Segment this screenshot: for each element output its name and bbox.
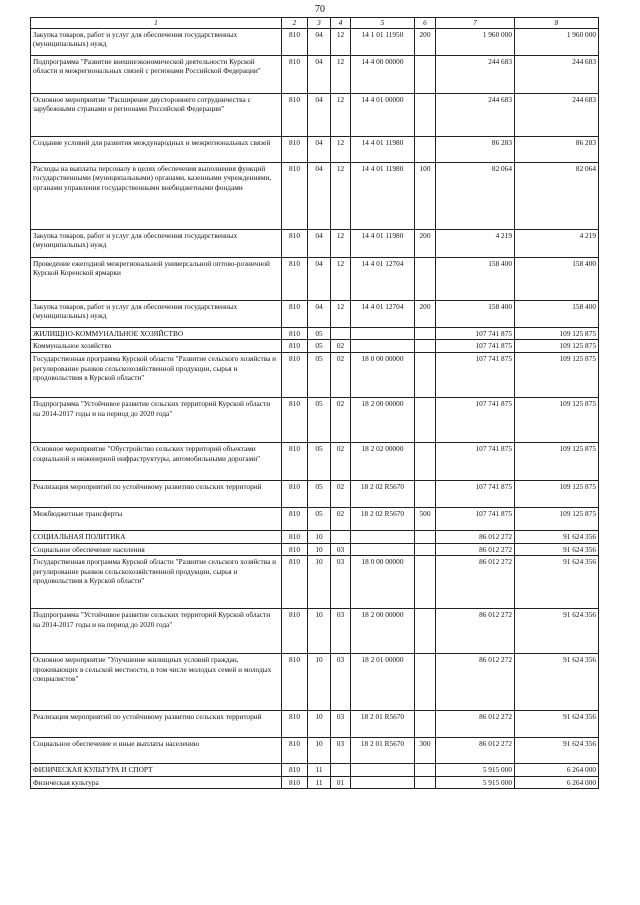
subsection-code-cell: 12	[331, 229, 351, 257]
target-article-cell: 14 4 01 12704	[351, 300, 415, 327]
amount-year-1-cell: 86 012 272	[436, 654, 515, 711]
subsection-code-cell: 12	[331, 28, 351, 55]
row-name-cell: Подпрограмма "Развитие внешнеэкономической деятельности Курской области и межрегиональных связей с регионами Российской Федерации"	[31, 55, 282, 93]
section-code-cell: 04	[308, 93, 331, 136]
section-code-cell: 05	[308, 480, 331, 507]
section-code-cell: 05	[308, 507, 331, 530]
target-article-cell: 14 4 01 00000	[351, 93, 415, 136]
ministry-code-cell: 810	[282, 327, 308, 340]
row-name-cell: Физическая культура	[31, 776, 282, 789]
column-header: 3	[308, 18, 331, 29]
amount-year-2-cell: 109 125 875	[515, 327, 599, 340]
amount-year-1-cell: 107 741 875	[436, 397, 515, 442]
amount-year-1-cell: 1 960 000	[436, 28, 515, 55]
section-code-cell: 04	[308, 162, 331, 229]
amount-year-1-cell: 86 283	[436, 136, 515, 162]
target-article-cell	[351, 340, 415, 353]
section-code-cell: 11	[308, 776, 331, 789]
expense-type-cell: 300	[415, 738, 436, 764]
expense-type-cell	[415, 556, 436, 609]
target-article-cell	[351, 764, 415, 777]
target-article-cell: 18 2 01 R5670	[351, 738, 415, 764]
table-row	[31, 442, 599, 480]
ministry-code-cell: 810	[282, 442, 308, 480]
table-row	[31, 257, 599, 300]
amount-year-1-cell: 107 741 875	[436, 480, 515, 507]
table-row	[31, 543, 599, 556]
amount-year-2-cell: 109 125 875	[515, 397, 599, 442]
row-name-cell: Закупка товаров, работ и услуг для обеспечения государственных (муниципальных) нужд	[31, 300, 282, 327]
table-row	[31, 530, 599, 543]
amount-year-1-cell: 5 915 000	[436, 776, 515, 789]
subsection-code-cell: 12	[331, 93, 351, 136]
target-article-cell: 18 0 00 00000	[351, 556, 415, 609]
row-name-cell: Основное мероприятие "Обустройство сельских территорий объектами социальной и инженерной инфраструктуры, автомобильными дорогами"	[31, 442, 282, 480]
amount-year-1-cell: 5 915 000	[436, 764, 515, 777]
subsection-code-cell: 02	[331, 340, 351, 353]
section-code-cell: 05	[308, 442, 331, 480]
amount-year-2-cell: 109 125 875	[515, 507, 599, 530]
amount-year-2-cell: 91 624 356	[515, 609, 599, 654]
target-article-cell: 14 4 01 12704	[351, 257, 415, 300]
amount-year-1-cell: 158 400	[436, 257, 515, 300]
expense-type-cell	[415, 442, 436, 480]
amount-year-1-cell: 158 400	[436, 300, 515, 327]
subsection-code-cell: 02	[331, 442, 351, 480]
target-article-cell	[351, 776, 415, 789]
subsection-code-cell: 02	[331, 507, 351, 530]
table-row	[31, 136, 599, 162]
ministry-code-cell: 810	[282, 55, 308, 93]
amount-year-2-cell: 4 219	[515, 229, 599, 257]
column-header: 1	[31, 18, 282, 29]
ministry-code-cell: 810	[282, 229, 308, 257]
target-article-cell: 18 0 00 00000	[351, 352, 415, 397]
row-name-cell: Основное мероприятие "Расширение двустороннего сотрудничества с зарубежными странами и регионами Российской Федерации"	[31, 93, 282, 136]
table-row	[31, 556, 599, 609]
ministry-code-cell: 810	[282, 776, 308, 789]
table-row	[31, 738, 599, 764]
section-code-cell: 04	[308, 300, 331, 327]
column-header: 7	[436, 18, 515, 29]
row-name-cell: Социальное обеспечение и иные выплаты населению	[31, 738, 282, 764]
ministry-code-cell: 810	[282, 738, 308, 764]
section-code-cell: 10	[308, 543, 331, 556]
expense-type-cell: 500	[415, 507, 436, 530]
column-header: 6	[415, 18, 436, 29]
section-code-cell: 05	[308, 340, 331, 353]
amount-year-1-cell: 86 012 272	[436, 711, 515, 738]
row-name-cell: Расходы на выплаты персоналу в целях обеспечения выполнения функций государственными (муниципальными) органами, казенными учреждениями, органами управления государственными внебюджетными фондами	[31, 162, 282, 229]
expense-type-cell	[415, 776, 436, 789]
section-code-cell: 05	[308, 397, 331, 442]
amount-year-2-cell: 91 624 356	[515, 738, 599, 764]
amount-year-1-cell: 82 064	[436, 162, 515, 229]
amount-year-2-cell: 158 400	[515, 257, 599, 300]
ministry-code-cell: 810	[282, 480, 308, 507]
amount-year-2-cell: 91 624 356	[515, 530, 599, 543]
ministry-code-cell: 810	[282, 556, 308, 609]
amount-year-1-cell: 4 219	[436, 229, 515, 257]
ministry-code-cell: 810	[282, 162, 308, 229]
table-row	[31, 397, 599, 442]
section-code-cell: 10	[308, 609, 331, 654]
subsection-code-cell: 03	[331, 543, 351, 556]
section-code-cell: 10	[308, 711, 331, 738]
target-article-cell: 18 2 01 00000	[351, 654, 415, 711]
amount-year-2-cell: 109 125 875	[515, 340, 599, 353]
budget-table	[30, 17, 599, 789]
ministry-code-cell: 810	[282, 257, 308, 300]
table-row	[31, 352, 599, 397]
ministry-code-cell: 810	[282, 711, 308, 738]
table-row	[31, 507, 599, 530]
amount-year-2-cell: 91 624 356	[515, 556, 599, 609]
row-name-cell: Межбюджетные трансферты	[31, 507, 282, 530]
target-article-cell: 18 2 02 R5670	[351, 507, 415, 530]
target-article-cell: 14 4 01 11980	[351, 229, 415, 257]
expense-type-cell	[415, 340, 436, 353]
amount-year-2-cell: 109 125 875	[515, 352, 599, 397]
subsection-code-cell: 03	[331, 609, 351, 654]
row-name-cell: Государственная программа Курской области "Развитие сельского хозяйства и регулирование рынков сельскохозяйственной продукции, сырья и продовольствия в Курской области"	[31, 352, 282, 397]
section-code-cell: 04	[308, 136, 331, 162]
table-row	[31, 609, 599, 654]
subsection-code-cell: 02	[331, 397, 351, 442]
ministry-code-cell: 810	[282, 764, 308, 777]
row-name-cell: Коммунальное хозяйство	[31, 340, 282, 353]
amount-year-1-cell: 107 741 875	[436, 507, 515, 530]
table-row	[31, 654, 599, 711]
target-article-cell: 18 2 02 00000	[351, 442, 415, 480]
expense-type-cell	[415, 530, 436, 543]
expense-type-cell	[415, 711, 436, 738]
ministry-code-cell: 810	[282, 352, 308, 397]
table-row	[31, 28, 599, 55]
ministry-code-cell: 810	[282, 654, 308, 711]
table-row	[31, 55, 599, 93]
table-row	[31, 711, 599, 738]
table-row	[31, 340, 599, 353]
subsection-code-cell: 12	[331, 162, 351, 229]
amount-year-1-cell: 86 012 272	[436, 556, 515, 609]
ministry-code-cell: 810	[282, 300, 308, 327]
expense-type-cell	[415, 764, 436, 777]
amount-year-2-cell: 158 400	[515, 300, 599, 327]
expense-type-cell	[415, 327, 436, 340]
amount-year-2-cell: 109 125 875	[515, 442, 599, 480]
subsection-code-cell: 12	[331, 257, 351, 300]
ministry-code-cell: 810	[282, 530, 308, 543]
section-code-cell: 10	[308, 738, 331, 764]
column-header: 8	[515, 18, 599, 29]
table-row	[31, 327, 599, 340]
amount-year-1-cell: 107 741 875	[436, 340, 515, 353]
row-name-cell: СОЦИАЛЬНАЯ ПОЛИТИКА	[31, 530, 282, 543]
expense-type-cell: 200	[415, 28, 436, 55]
column-header: 4	[331, 18, 351, 29]
expense-type-cell: 100	[415, 162, 436, 229]
target-article-cell: 14 4 01 11980	[351, 136, 415, 162]
ministry-code-cell: 810	[282, 543, 308, 556]
amount-year-2-cell: 6 264 000	[515, 776, 599, 789]
amount-year-1-cell: 107 741 875	[436, 352, 515, 397]
target-article-cell: 18 2 02 R5670	[351, 480, 415, 507]
section-code-cell: 10	[308, 654, 331, 711]
ministry-code-cell: 810	[282, 397, 308, 442]
target-article-cell: 14 1 01 11950	[351, 28, 415, 55]
target-article-cell: 14 4 01 11980	[351, 162, 415, 229]
row-name-cell: ЖИЛИЩНО-КОММУНАЛЬНОЕ ХОЗЯЙСТВО	[31, 327, 282, 340]
subsection-code-cell: 12	[331, 55, 351, 93]
row-name-cell: Проведение ежегодной межрегиональной универсальной оптово-розничной Курской Коренской ярмарки	[31, 257, 282, 300]
amount-year-1-cell: 107 741 875	[436, 327, 515, 340]
row-name-cell: Подпрограмма "Устойчивое развитие сельских территорий Курской области на 2014-2017 годы и на период до 2020 года"	[31, 609, 282, 654]
ministry-code-cell: 810	[282, 93, 308, 136]
column-header: 2	[282, 18, 308, 29]
amount-year-1-cell: 86 012 272	[436, 530, 515, 543]
subsection-code-cell: 03	[331, 654, 351, 711]
section-code-cell: 10	[308, 530, 331, 543]
amount-year-2-cell: 82 064	[515, 162, 599, 229]
subsection-code-cell: 01	[331, 776, 351, 789]
target-article-cell	[351, 327, 415, 340]
amount-year-2-cell: 1 960 000	[515, 28, 599, 55]
amount-year-2-cell: 6 264 000	[515, 764, 599, 777]
ministry-code-cell: 810	[282, 507, 308, 530]
amount-year-2-cell: 244 683	[515, 55, 599, 93]
expense-type-cell	[415, 352, 436, 397]
amount-year-1-cell: 244 683	[436, 93, 515, 136]
table-header-row	[31, 18, 599, 29]
section-code-cell: 11	[308, 764, 331, 777]
table-row	[31, 776, 599, 789]
page-number: 70	[315, 4, 325, 15]
table-row	[31, 764, 599, 777]
amount-year-1-cell: 86 012 272	[436, 609, 515, 654]
amount-year-2-cell: 86 283	[515, 136, 599, 162]
table-row	[31, 480, 599, 507]
subsection-code-cell: 03	[331, 556, 351, 609]
expense-type-cell: 200	[415, 229, 436, 257]
target-article-cell	[351, 543, 415, 556]
expense-type-cell	[415, 609, 436, 654]
amount-year-1-cell: 244 683	[436, 55, 515, 93]
row-name-cell: Социальное обеспечение населения	[31, 543, 282, 556]
row-name-cell: ФИЗИЧЕСКАЯ КУЛЬТУРА И СПОРТ	[31, 764, 282, 777]
expense-type-cell	[415, 654, 436, 711]
row-name-cell: Подпрограмма "Устойчивое развитие сельских территорий Курской области на 2014-2017 годы и на период до 2020 года"	[31, 397, 282, 442]
subsection-code-cell: 12	[331, 136, 351, 162]
amount-year-2-cell: 91 624 356	[515, 543, 599, 556]
amount-year-2-cell: 91 624 356	[515, 711, 599, 738]
amount-year-2-cell: 109 125 875	[515, 480, 599, 507]
amount-year-2-cell: 244 683	[515, 93, 599, 136]
expense-type-cell	[415, 480, 436, 507]
row-name-cell: Реализация мероприятий по устойчивому развитию сельских территорий	[31, 480, 282, 507]
subsection-code-cell	[331, 530, 351, 543]
amount-year-1-cell: 86 012 272	[436, 543, 515, 556]
row-name-cell: Государственная программа Курской области "Развитие сельского хозяйства и регулирование рынков сельскохозяйственной продукции, сырья и продовольствия в Курской области"	[31, 556, 282, 609]
ministry-code-cell: 810	[282, 340, 308, 353]
subsection-code-cell: 02	[331, 480, 351, 507]
expense-type-cell: 200	[415, 300, 436, 327]
section-code-cell: 04	[308, 229, 331, 257]
amount-year-1-cell: 107 741 875	[436, 442, 515, 480]
target-article-cell	[351, 530, 415, 543]
target-article-cell: 14 4 00 00000	[351, 55, 415, 93]
section-code-cell: 04	[308, 257, 331, 300]
row-name-cell: Закупка товаров, работ и услуг для обеспечения государственных (муниципальных) нужд	[31, 229, 282, 257]
expense-type-cell	[415, 136, 436, 162]
row-name-cell: Закупка товаров, работ и услуг для обеспечения государственных (муниципальных) нужд	[31, 28, 282, 55]
column-header: 5	[351, 18, 415, 29]
expense-type-cell	[415, 397, 436, 442]
ministry-code-cell: 810	[282, 28, 308, 55]
table-row	[31, 300, 599, 327]
expense-type-cell	[415, 93, 436, 136]
section-code-cell: 05	[308, 327, 331, 340]
section-code-cell: 04	[308, 55, 331, 93]
row-name-cell: Создание условий для развития международных и межрегиональных связей	[31, 136, 282, 162]
subsection-code-cell: 02	[331, 352, 351, 397]
section-code-cell: 10	[308, 556, 331, 609]
expense-type-cell	[415, 55, 436, 93]
expense-type-cell	[415, 543, 436, 556]
subsection-code-cell	[331, 764, 351, 777]
table-row	[31, 162, 599, 229]
table-body	[31, 28, 599, 789]
section-code-cell: 05	[308, 352, 331, 397]
target-article-cell: 18 2 01 R5670	[351, 711, 415, 738]
table-row	[31, 229, 599, 257]
expense-type-cell	[415, 257, 436, 300]
target-article-cell: 18 2 00 00000	[351, 609, 415, 654]
subsection-code-cell: 12	[331, 300, 351, 327]
ministry-code-cell: 810	[282, 609, 308, 654]
subsection-code-cell	[331, 327, 351, 340]
section-code-cell: 04	[308, 28, 331, 55]
row-name-cell: Реализация мероприятий по устойчивому развитию сельских территорий	[31, 711, 282, 738]
ministry-code-cell: 810	[282, 136, 308, 162]
subsection-code-cell: 03	[331, 711, 351, 738]
amount-year-1-cell: 86 012 272	[436, 738, 515, 764]
amount-year-2-cell: 91 624 356	[515, 654, 599, 711]
target-article-cell: 18 2 00 00000	[351, 397, 415, 442]
table-row	[31, 93, 599, 136]
row-name-cell: Основное мероприятие "Улучшение жилищных условий граждан, проживающих в сельской местности, в том числе молодых семей и молодых специалистов"	[31, 654, 282, 711]
subsection-code-cell: 03	[331, 738, 351, 764]
